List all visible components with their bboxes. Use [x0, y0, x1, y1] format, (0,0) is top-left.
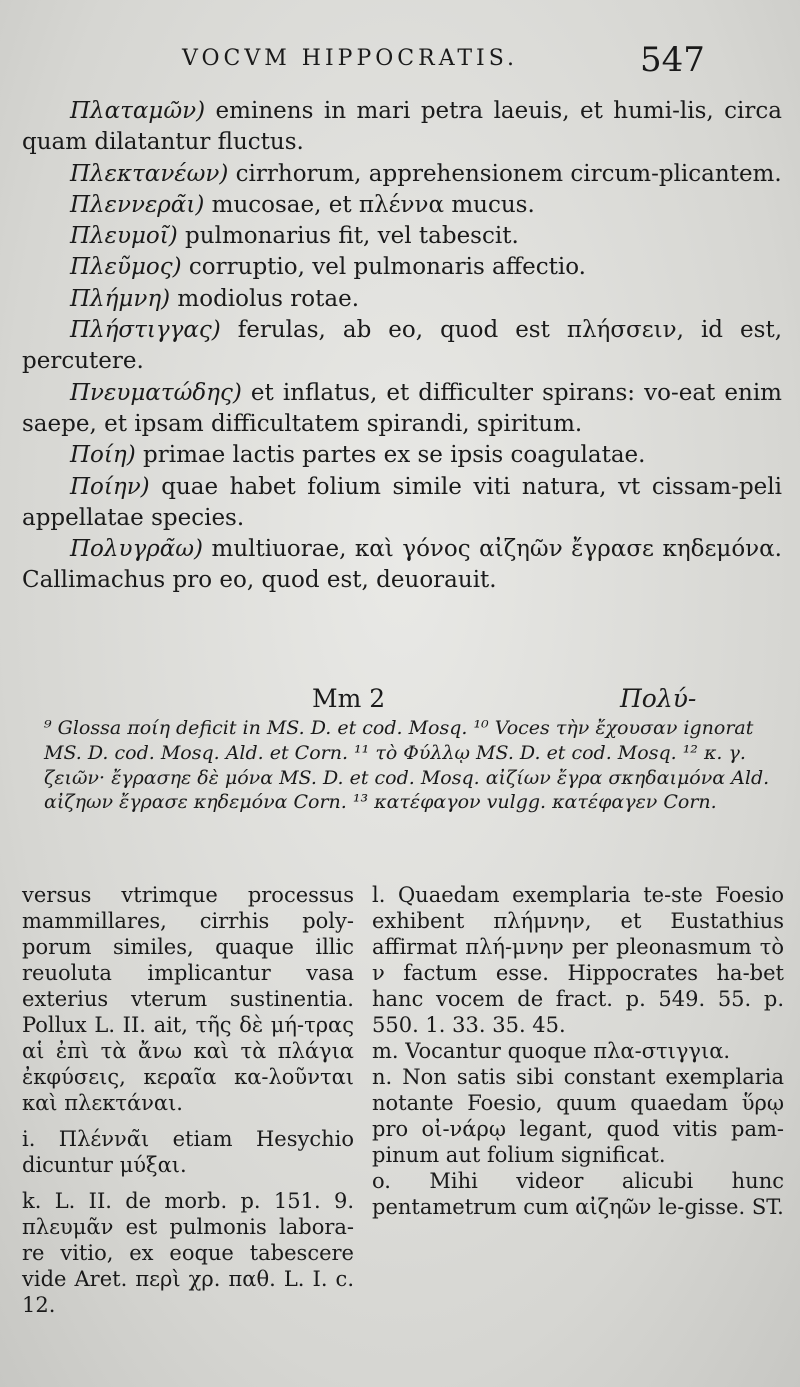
commentary-note: o. Mihi videor alicubi hunc pentametrum cum αἰζηῶν le-gisse. ST. — [372, 1169, 784, 1219]
commentary-note: i. Πλέννα̃ι etiam Hesychio dicuntur μύξαι. — [22, 1127, 354, 1177]
commentary-note: l. Quaedam exemplaria te-ste Foesio exhibent πλήμνην, et Eustathius affirmat πλή-μνην per pleonasmum τὸ ν factum esse. Hippocrates ha-bet hanc vocem de fract. p. 549. 55. p. 550. 1. 33. 35. 45. — [372, 883, 784, 1037]
entry-headword: Πλαταμῶν) — [70, 98, 206, 124]
signature-mark: Mm 2 — [312, 684, 386, 713]
entry-text: cirrhorum, apprehensionem circum-plicantem. — [228, 160, 782, 187]
entry-headword: Πλευμοῖ) — [70, 223, 178, 250]
commentary-note: m. Vocantur quoque πλα-στιγγια. — [372, 1039, 731, 1063]
signature-line — [0, 684, 800, 718]
entry — [22, 284, 782, 315]
entry — [22, 315, 782, 378]
commentary-left-column — [22, 882, 354, 1318]
entry-headword: Πλεννερα̃ι) — [70, 191, 205, 218]
entry-headword: Πνευματώδης) — [70, 379, 242, 406]
footnotes — [44, 716, 786, 815]
commentary-note: k. L. II. de morb. p. 151. 9. πλευμᾶν est pulmonis labora-re vitio, ex eoque tabescere vide Aret. περὶ χρ. παθ. L. I. c. 12. — [22, 1189, 354, 1317]
commentary-right-column — [372, 882, 784, 1220]
entry-headword: Ποίη) — [70, 442, 136, 469]
glossary-entries — [22, 96, 782, 597]
entry-headword: Πολυγρα̃ω) — [70, 536, 203, 563]
column-divider — [360, 886, 361, 1366]
entry — [22, 252, 782, 283]
entry — [22, 96, 782, 159]
entry-text: multiuorae, καὶ γόνος αἰζηῶν ἔγρασε κηδεμόνα. Callimachus pro eo, quod est, deuorauit. — [22, 536, 782, 594]
catchword: Πολύ- — [620, 684, 697, 713]
entry-text: ferulas, ab eo, quod est πλήσσειν, id est, percutere. — [22, 317, 782, 375]
page-number: 547 — [640, 40, 705, 80]
entry — [22, 534, 782, 597]
page-header — [0, 40, 800, 90]
entry-headword: Πλήστιγγας) — [70, 317, 221, 344]
entry-headword: Ποίην) — [70, 473, 150, 500]
commentary-note: versus vtrimque processus mammillares, cirrhis poly-porum similes, quaque illic reuoluta implicantur vasa exterius vterum sustinentia. Pollux L. II. ait, τῆς δὲ μή-τρας αἱ ἐπὶ τὰ ἄνω καὶ τὰ πλάγια ἐκφύσεις, κεραῖα κα-λοῦνται καὶ πλεκτάναι. — [22, 883, 354, 1115]
entry-headword: Πλήμνη) — [70, 285, 171, 312]
entry — [22, 221, 782, 252]
entry-text: primae lactis partes ex se ipsis coagulatae. — [135, 442, 646, 469]
entry — [22, 190, 782, 221]
entry-text: modiolus rotae. — [170, 285, 360, 312]
entry-text: pulmonarius fit, vel tabescit. — [177, 223, 519, 250]
entry-text: quae habet folium simile viti natura, vt cissam-peli appellatae species. — [22, 473, 782, 531]
entry-headword: Πλεκτανέων) — [70, 160, 229, 187]
footnote-text: ⁹ Glossa ποίη deficit in MS. D. et cod. Mosq. ¹⁰ Voces τὴν ἔχουσαν ignorat MS. D. cod. Mosq. Ald. et Corn. ¹¹ τὸ Φύλλῳ MS. D. et cod. Mosq. ¹² κ. γ. ζειῶν· ἔγρασηε δὲ μόνα MS. D. et cod. Mosq. αἰζίων ἔγρα σκηδαιμόνα Ald. αἰζηων ἔγρασε κηδεμόνα Corn. ¹³ κατέφαγον vulgg. κατέφαγεν Corn. — [44, 717, 770, 814]
entry — [22, 378, 782, 441]
running-title: VOCVM HIPPOCRATIS. — [182, 46, 519, 71]
entry-text: eminens in mari petra laeuis, et humi-lis, circa quam dilatantur fluctus. — [22, 98, 782, 156]
entry-text: et inflatus, et difficulter spirans: vo-eat enim saepe, et ipsam difficultatem spirandi, spiritum. — [22, 379, 782, 437]
commentary-note: n. Non satis sibi constant exemplaria notante Foesio, quum quaedam ὕρῳ pro οἰ-νάρῳ legant, quod vitis pam-pinum aut folium significat. — [372, 1065, 784, 1167]
entry — [22, 440, 782, 471]
entry — [22, 472, 782, 535]
entry-headword: Πλεῦμος) — [70, 254, 182, 281]
entry — [22, 159, 782, 190]
entry-text: mucosae, et πλέννα mucus. — [204, 191, 535, 218]
entry-text: corruptio, vel pulmonaris affectio. — [181, 254, 586, 281]
